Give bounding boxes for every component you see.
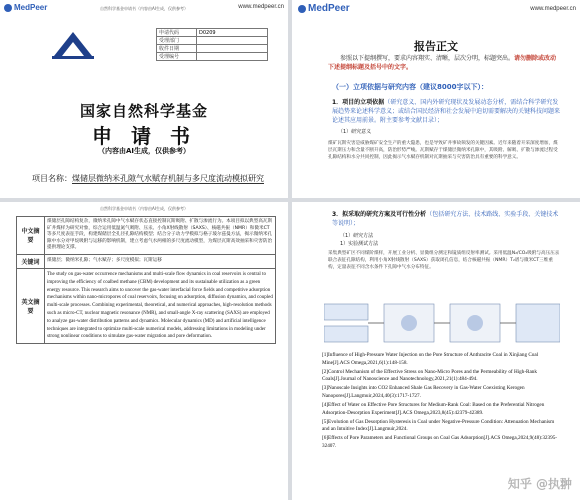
- info-label: 申请代码: [157, 29, 197, 37]
- research-plan-label: 3．拟采取的研究方案及可行性分析: [332, 211, 427, 218]
- info-value: [197, 45, 268, 53]
- reference-item: [2]Control Mechanism of the Effective Stress on Nano-Micro Pores and the Permeability of High-Rank Coals[J].Journal of Nanoscience and Nanotechnology,2021,21(1):484-494.: [322, 368, 537, 383]
- info-row: [157, 29, 268, 37]
- intro-paragraph: [328, 54, 560, 72]
- keywords-label: 关键词: [17, 254, 45, 268]
- abstract-row-cn: [17, 217, 276, 255]
- site-url: www.medpeer.cn: [238, 4, 284, 10]
- info-value: [197, 53, 268, 61]
- cover-title-note: （内容由AI生成，仅供参考）: [97, 147, 191, 155]
- section-heading: （一）立项依据与研究内容（建议8000字以下）：: [332, 83, 488, 91]
- subsection-1-label: 1．项目的立项依据: [332, 99, 385, 106]
- report-body-page: [292, 0, 580, 198]
- research-plan-paragraph: 采集典型矿区不同煤阶煤样，开展工业分析、显微组分测定和镜质组反射率测试。采用低温N₂/CO₂吸附与高压压汞联合表征孔隙结构，利用小角X射线散射（SAXS）获取闭孔信息，结合核磁共振（NMR）T₂谱与微米CT三维重构，定量表征不同含水条件下孔隙中气水分布特征。: [328, 251, 560, 270]
- cover-page: [0, 0, 288, 198]
- subsection-1-text: （研究意义、国内外研究现状及发展动态分析，需结合科学研究发展趋势来论述科学意义；或结合国民经济和社会发展中迫切需要解决的关键科技问题来论述其应用前景。附主要参考文献目录）；: [332, 99, 561, 124]
- page-header-note: 自然科学基金申请书（内容由AI生成，仅供参考）: [100, 6, 188, 11]
- info-value: D0209: [197, 29, 268, 37]
- abstract-row-en: [17, 268, 276, 343]
- nsfc-emblem-icon: [50, 28, 96, 60]
- research-plan-text: （包括研究方法、技术路线、实验手段、关键技术等说明）；: [332, 211, 559, 227]
- info-label: 受理部门: [157, 37, 197, 45]
- research-plan-page: [292, 202, 580, 500]
- body-paragraph: 煤矿瓦斯灾害是威胁煤矿安全生产的重大隐患，也是导致矿井事故频发的关键因素。近年来随着开采深度增加，煤层瓦斯压力和含量不断升高，防治形势严峻。瓦斯赋存于煤储层微纳米孔隙中，其吸附、解吸、扩散与渗流过程受孔隙结构和水分共同控制，因此揭示气水赋存机制对瓦斯抽采与灾害防治具有重要的科学意义。: [328, 141, 558, 160]
- technical-route-diagram: [324, 300, 560, 346]
- intro-warning: 请勿删除或改动下述提纲标题及括号中的文字。: [328, 55, 557, 71]
- reference-item: [1]Influence of High-Pressure Water Injection on the Pore Structure of Anthracite Coal in Xinjiang Coal Mine[J].ACS Omega,2021,6(1):148-158.: [322, 352, 539, 366]
- page-header-note: 自然科学基金申请书（内容由AI生成，仅供参考）: [100, 206, 188, 211]
- info-value: [197, 37, 268, 45]
- info-row: [157, 37, 268, 45]
- research-plan-subitems: [340, 232, 378, 248]
- logo-text: MedPeer: [14, 3, 48, 12]
- en-abstract-text: The study on gas-water occurrence mechanisms and multi-scale flow dynamics in coal reservoirs is central to improving the efficiency of coalbed methane (CBM) development and its sustainable utilization as a green energy resource. This research aims to uncover the gas-water interfacial force fields and competitive adsorption mechanisms within nano-micropores of coal reservoirs, focusing on adsorption, diffusion dynamics, and coupled multi-scale processes. Combining experimental, theoretical, and numerical approaches, high-resolution methods such as micro-CT, nuclear magnetic resonance (NMR), and small-angle X-ray scattering (SAXS) are employed to analyze gas-water distribution patterns and dynamics. Molecular dynamics (MD) and artificial intelligence techniques are integrated to optimize multi-scale numerical models, addressing limitations in modeling under strong nonlinear conditions to simulate gas-water migration and pore deformation.: [45, 268, 276, 343]
- cn-abstract-text: 煤储层孔隙结构复杂，微纳米孔隙中气水赋存状态直接控制瓦斯吸附、扩散与渗流行为。本项目拟以典型高瓦斯矿井煤样为研究对象，综合运用低温氮气吸附、压汞、小角X射线散射（SAXS）、核磁共振（NMR）和微米CT等多尺度表征手段，构建煤储层全孔径孔隙结构模型；结合分子动力学模拟与格子玻尔兹曼方法，揭示微纳米孔隙中水分对甲烷吸附与运移的影响机制，建立考虑气水两相的多尺度流动模型，为煤层瓦斯高效抽采和灾害防治提供理论支撑。: [45, 217, 276, 255]
- cover-title-big: 申 请 书: [92, 124, 196, 148]
- experiment-method-item: 1）实验测试方法: [340, 241, 379, 247]
- cover-title-main: 国家自然科学基金: [79, 102, 208, 120]
- info-row: [157, 53, 268, 61]
- intro-text: 参照以下提纲撰写，要求内容翔实、清晰，层次分明，标题突出。: [340, 55, 515, 62]
- info-row: [157, 45, 268, 53]
- info-label: 受理编号: [157, 53, 197, 61]
- abstract-row-kw: [17, 254, 276, 268]
- keywords-text: 煤储层；微纳米孔隙；气水赋存；多尺度模拟；瓦斯运移: [45, 254, 276, 268]
- cn-abstract-label: 中文摘要: [17, 217, 45, 255]
- reference-list: [322, 352, 562, 452]
- reference-item: [6]Effects of Pore Parameters and Functional Groups on Coal Gas Adsorption[J].ACS Omega,2024,9(48):32395-32407.: [322, 435, 558, 450]
- subsection-item: （1）研究意义: [338, 129, 372, 135]
- research-method-item: （1）研究方法: [340, 233, 374, 239]
- medpeer-logo: [298, 3, 350, 14]
- reference-item: [4]Effect of Water on Effective Pore Structures for Medium-Rank Coal: Based on the Preferential Nitrogen Adsorption-Desorption Experiment[J].ACS Omega,2023,8(45):42379-42389.: [322, 402, 545, 416]
- site-url: www.medpeer.cn: [530, 6, 576, 12]
- en-abstract-label: 英文摘要: [17, 268, 45, 343]
- abstract-table: [16, 216, 276, 344]
- application-info-table: [156, 28, 268, 61]
- zhihu-watermark: 知乎 @执翀: [507, 477, 572, 491]
- project-label: 项目名称：: [32, 174, 72, 183]
- report-body-title: 报告正文: [414, 40, 458, 53]
- medpeer-logo-icon: [298, 5, 306, 13]
- project-name-line: [32, 172, 282, 185]
- subsection-1: [332, 98, 560, 125]
- abstract-page: [0, 202, 288, 500]
- research-plan-heading: [332, 210, 564, 228]
- info-label: 收件日期: [157, 45, 197, 53]
- project-name: 煤储层微纳米孔隙气水赋存机制与多尺度流动模拟研究: [72, 174, 264, 183]
- reference-item: [5]Evolution of Gas Desorption Hysteresis in Coal under Negative-Pressure Condition: Attenuation Mechanism and an Intuitive Index[J].Langmuir,2024.: [322, 418, 555, 433]
- reference-item: [3]Nanoscale Insights into CO2 Enhanced Shale Gas Recovery in Gas-Water Coexisting Kerogen Nanopores[J].Langmuir,2024,40(3):1717-1727.: [322, 385, 525, 399]
- logo-text: MedPeer: [308, 3, 350, 14]
